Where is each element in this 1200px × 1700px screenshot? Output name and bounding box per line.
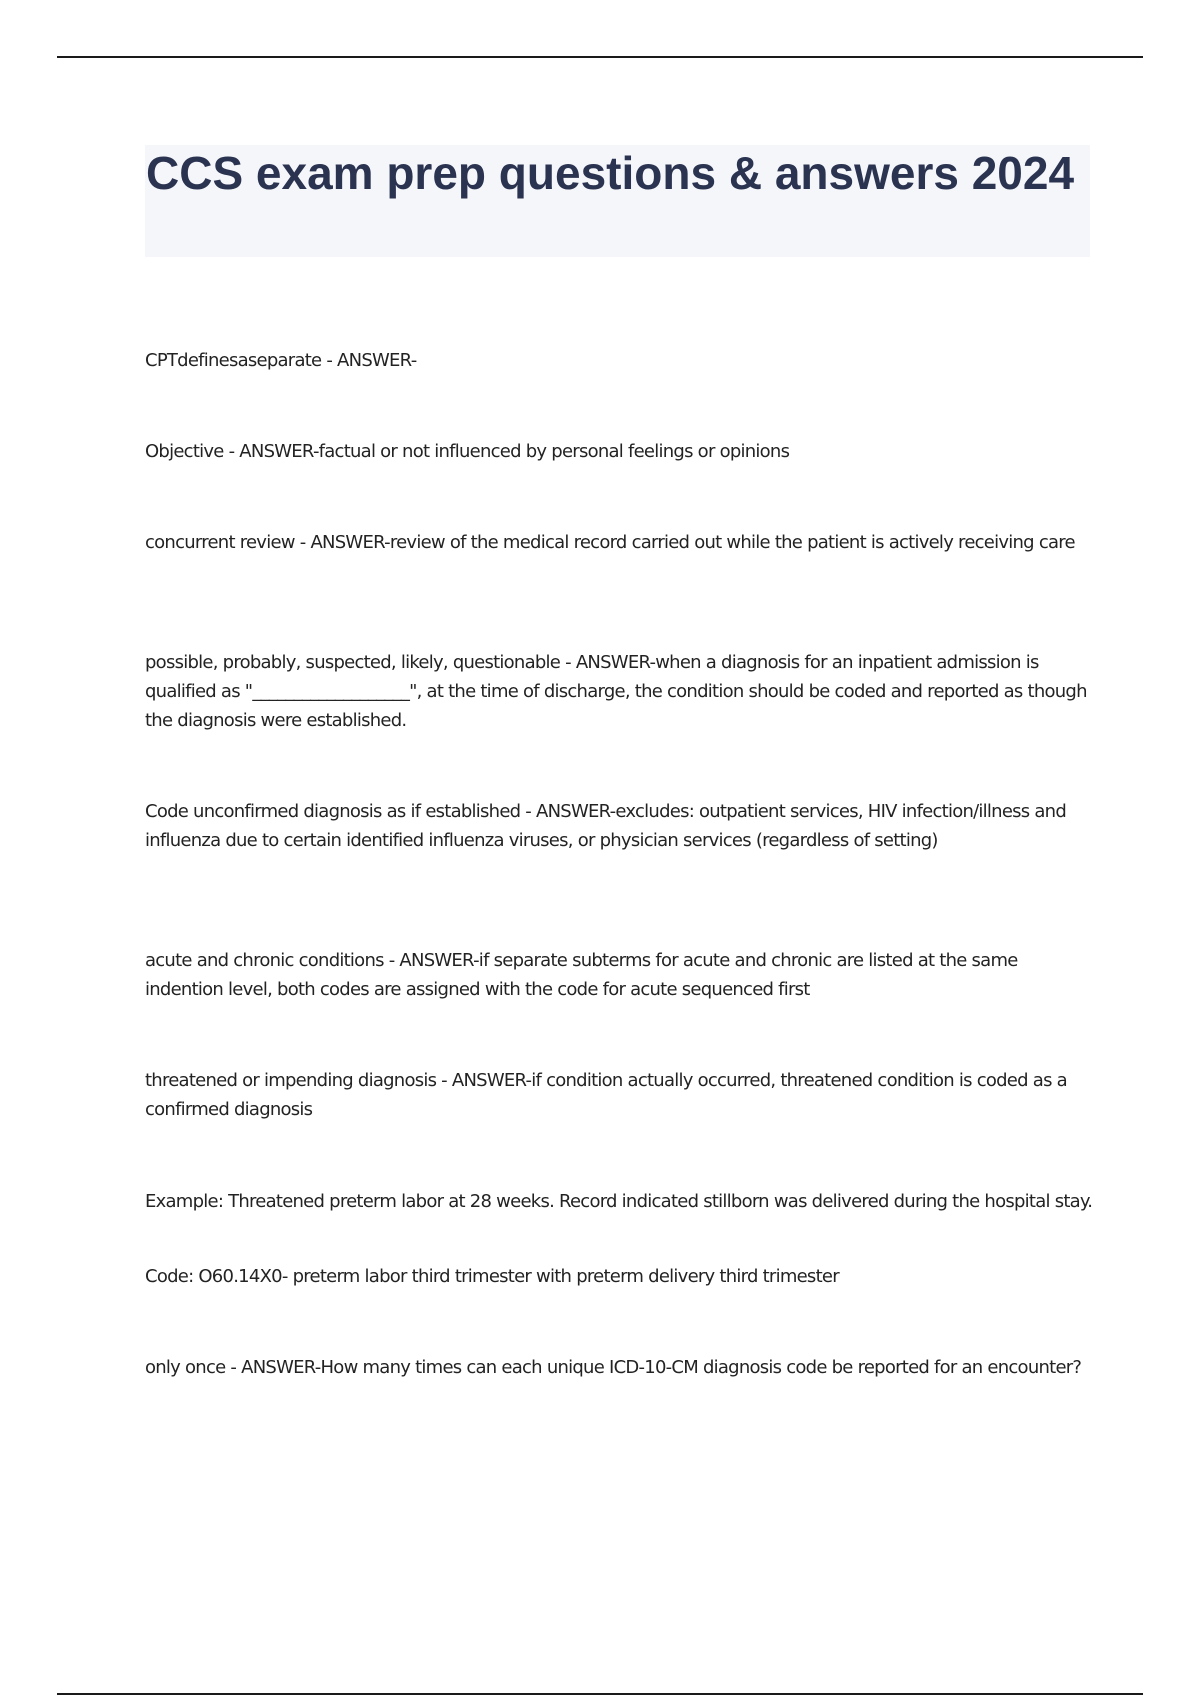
qa-example-code: Code: O60.14X0- preterm labor third trimester with preterm delivery third trimester — [145, 1266, 839, 1287]
qa-entry: acute and chronic conditions - ANSWER-if separate subterms for acute and chronic are listed at the same indention level, both codes are assigned with the code for acute sequenced first — [145, 950, 1018, 1000]
qa-example: Example: Threatened preterm labor at 28 weeks. Record indicated stillborn was delivered during the hospital stay. — [145, 1191, 1093, 1212]
document-title: CCS exam prep questions & answers 2024 — [146, 147, 1075, 199]
qa-entry: Code unconfirmed diagnosis as if established - ANSWER-excludes: outpatient services, HIV infection/illness and influenza due to certain identified influenza viruses, or physician services (regardless of setting) — [145, 801, 1067, 851]
qa-entry: CPTdefinesaseparate - ANSWER- — [145, 350, 417, 371]
qa-entry: threatened or impending diagnosis - ANSWER-if condition actually occurred, threatened condition is coded as a confirmed diagnosis — [145, 1070, 1067, 1120]
qa-entry: only once - ANSWER-How many times can each unique ICD-10-CM diagnosis code be reported for an encounter? — [145, 1357, 1082, 1378]
qa-entry: Objective - ANSWER-factual or not influenced by personal feelings or opinions — [145, 441, 790, 462]
top-divider — [57, 56, 1143, 58]
qa-entry: possible, probably, suspected, likely, questionable - ANSWER-when a diagnosis for an inpatient admission is qualified as "___________________", at the time of discharge, the condition should be coded and reported as though the diagnosis were established. — [145, 652, 1087, 731]
qa-entry: concurrent review - ANSWER-review of the medical record carried out while the patient is actively receiving care — [145, 532, 1075, 553]
title-banner — [145, 145, 1090, 257]
bottom-divider — [57, 1693, 1143, 1695]
